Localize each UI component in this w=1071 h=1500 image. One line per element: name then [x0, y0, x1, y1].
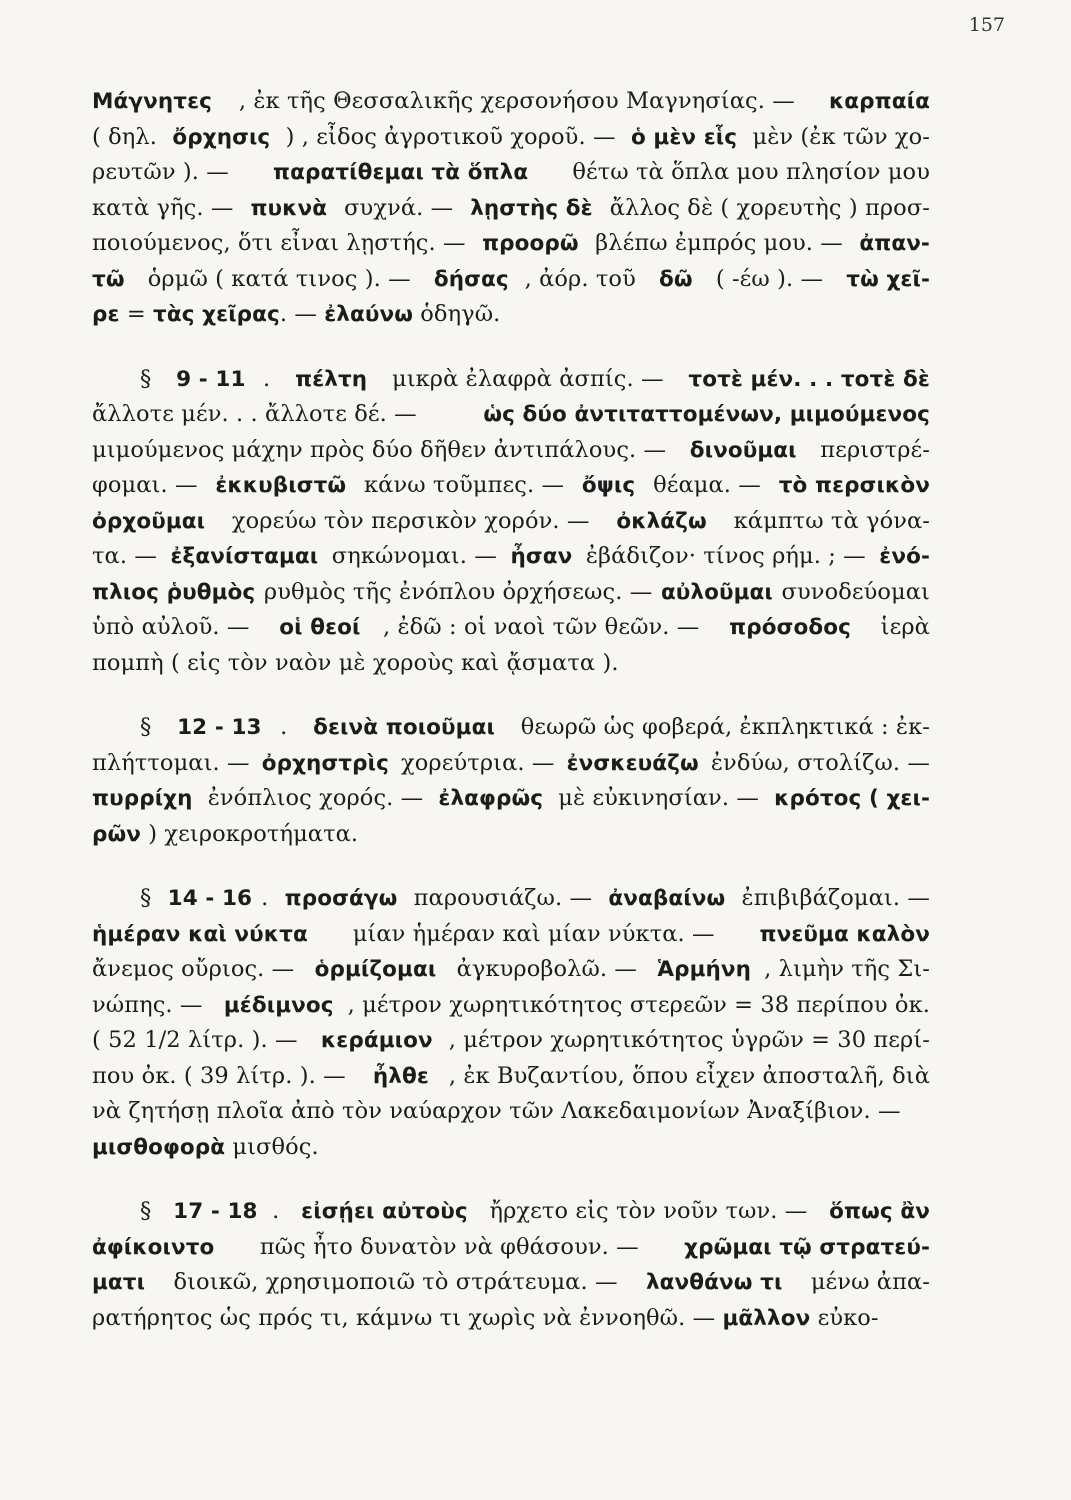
gloss-text: μισθός. [225, 1133, 319, 1160]
glossary-term: ὀκλάζω [616, 508, 707, 534]
glossary-term: ἐλαφρῶς [438, 786, 544, 811]
gloss-text: θεωρῶ ὡς φοβερά, ἐκπληκτικά : ἐκ- [513, 714, 930, 740]
glossary-paragraph [92, 84, 930, 333]
gloss-text: περιστρέ- [813, 436, 930, 463]
glossary-paragraph [92, 710, 930, 852]
gloss-text: ἄνεμος οὔριος. — [92, 956, 302, 982]
glossary-term: ὀρχοῦμαι [92, 508, 206, 534]
glossary-term: πρόσοδος [729, 615, 851, 640]
text-line [92, 1130, 930, 1166]
gloss-text: , ἐδῶ : οἱ ναοὶ τῶν θεῶν. — [382, 614, 707, 640]
gloss-text: ἐνόπλιος χορός. — [200, 785, 431, 811]
text-line [92, 1023, 930, 1059]
gloss-text: ἤρχετο εἰς τὸν νοῦν των. — [482, 1198, 815, 1224]
gloss-text: χορεύτρια. — [393, 749, 562, 776]
glossary-term: Ἁρμήνη [657, 957, 752, 982]
glossary-term: 17 - 18 [173, 1199, 258, 1224]
glossary-term: ἦσαν [510, 544, 573, 569]
text-line [92, 1230, 930, 1266]
glossary-term: ρῶν [92, 821, 142, 847]
gloss-text: πομπὴ ( εἰς τὸν ναὸν μὲ χοροὺς καὶ ᾄσματα ). [92, 649, 619, 676]
gloss-text: § [140, 1198, 159, 1224]
gloss-text: § [140, 714, 159, 740]
glossary-term: τὸ περσικὸν [778, 473, 930, 498]
gloss-text: κάνω τοῦμπες. — [356, 472, 572, 498]
glossary-term: ὀρχηστρὶς [261, 750, 389, 776]
glossary-term: τῶ [92, 266, 125, 292]
gloss-text: πῶς ἦτο δυνατὸν νὰ φθάσουν. — [252, 1233, 646, 1260]
glossary-term: λανθάνω τι [645, 1270, 783, 1295]
gloss-text: ρευτῶν ). — [92, 159, 237, 185]
gloss-text: = [119, 301, 154, 327]
glossary-term: ἐνσκευάζω [566, 750, 699, 776]
gloss-text: § [140, 365, 159, 392]
gloss-text: μὲν (ἐκ τῶν χο- [745, 123, 930, 150]
gloss-text: τα. — [92, 543, 165, 569]
gloss-text: πλήττομαι. — [92, 749, 257, 776]
text-line [92, 84, 930, 120]
gloss-text: συχνά. — [336, 194, 461, 221]
gloss-text: κάμπτω τὰ γόνα- [726, 507, 930, 534]
gloss-text: χορεύω τὸν περσικὸν χορόν. — [224, 507, 597, 534]
gloss-text: . [280, 714, 295, 740]
glossary-term: τοτὲ μέν. . . τοτὲ δὲ [688, 366, 930, 392]
glossary-term: πλιος ῥυθμὸς [92, 579, 256, 605]
gloss-text: . [272, 1198, 287, 1224]
gloss-text: ἱερὰ [873, 614, 930, 640]
text-line [92, 120, 930, 156]
glossary-term: τὰς χεῖρας [153, 302, 280, 327]
glossary-term: ὁρμίζομαι [314, 957, 437, 982]
gloss-text: ἐβάδιζον· τίνος ρήμ. ; — [578, 543, 873, 569]
text-line [92, 1265, 930, 1301]
glossary-paragraph [92, 1194, 930, 1336]
gloss-text: ὁρμῶ ( κατά τινος ). — [140, 265, 418, 292]
text-line [92, 610, 930, 646]
glossary-term: κεράμιον [320, 1028, 433, 1053]
paragraph-gap [92, 1165, 930, 1194]
glossary-term: πυκνὰ [250, 195, 328, 221]
gloss-text: ἐπιβιβάζομαι. — [734, 885, 930, 911]
glossary-term: λῃστὴς δὲ [470, 195, 593, 221]
text-line [92, 539, 930, 575]
text-line [92, 1059, 930, 1095]
text-line [92, 1094, 930, 1130]
text-line [92, 433, 930, 469]
glossary-term: ἐξανίσταμαι [170, 544, 319, 569]
gloss-text: μίαν ἡμέραν καὶ μίαν νύκτα. — [345, 920, 722, 947]
gloss-text: , μέτρον χωρητικότητος στερεῶν = 38 περίπου ὀκ. [347, 991, 930, 1018]
glossary-term: 9 - 11 [176, 366, 246, 392]
glossary-term: ἀναβαίνω [608, 886, 726, 911]
text-line [92, 262, 930, 298]
text-line [92, 575, 930, 611]
gloss-text: ρυθμὸς τῆς ἐνόπλου ὀρχήσεως. — [256, 578, 660, 605]
text-line [92, 504, 930, 540]
paragraph-gap [92, 852, 930, 881]
glossary-term: Μάγνητες [92, 89, 212, 114]
gloss-text: , ἀόρ. τοῦ [524, 265, 644, 292]
gloss-text: , λιμὴν τῆς Σι- [764, 956, 930, 982]
gloss-text: που ὀκ. ( 39 λίτρ. ). — [92, 1062, 353, 1089]
gloss-text: νὰ ζητήσῃ πλοῖα ἀπὸ τὸν ναύαρχον τῶν Λακεδαιμονίων Ἀναξίβιον. — [92, 1098, 901, 1124]
gloss-text: μικρὰ ἐλαφρὰ ἀσπίς. — [384, 365, 671, 392]
glossary-paragraph [92, 881, 930, 1165]
page-number: 157 [968, 14, 1005, 36]
text-line [92, 817, 930, 853]
glossary-term: εἰσῄει αὐτοὺς [301, 1199, 468, 1224]
gloss-text: εὐκο- [810, 1304, 879, 1331]
gloss-text: ρατήρητος ὡς πρός τι, κάμνω τι χωρὶς νὰ ἐννοηθῶ. — [92, 1304, 723, 1331]
gloss-text: ἐνδύω, στολίζω. — [703, 749, 930, 776]
glossary-term: δήσας [433, 266, 509, 292]
gloss-text: βλέπω ἐμπρός μου. — [587, 230, 851, 256]
glossary-term: ὡς δύο ἀντιταττομένων, μιμούμενος [483, 402, 930, 427]
gloss-text: , ἐκ Βυζαντίου, ὅπου εἶχεν ἀποσταλῆ, διὰ [448, 1062, 930, 1089]
glossary-term: δῶ [659, 266, 693, 292]
glossary-term: ἐλαύνω [324, 302, 414, 327]
glossary-term: παρατίθεμαι τὰ ὅπλα [272, 160, 529, 185]
gloss-text: , ἐκ τῆς Θεσσαλικῆς χερσονήσου Μαγνησίας. — [238, 88, 803, 114]
gloss-text: θέαμα. — [645, 472, 769, 498]
glossary-term: ἐκκυβιστῶ [215, 473, 347, 498]
gloss-text: μένω ἀπα- [803, 1269, 930, 1295]
gloss-text: . [261, 885, 276, 911]
glossary-paragraph [92, 362, 930, 682]
gloss-text: μιμούμενος μάχην πρὸς δύο δῆθεν ἀντιπάλους. — [92, 436, 674, 463]
gloss-text: κατὰ γῆς. — [92, 194, 241, 221]
gloss-text: ὑπὸ αὐλοῦ. — [92, 614, 257, 640]
glossary-term: μισθοφορὰ [92, 1134, 226, 1160]
glossary-term: ὄψις [581, 473, 636, 498]
glossary-term: μέδιμνος [223, 992, 334, 1018]
gloss-text: συνοδεύομαι [774, 578, 930, 605]
glossary-term: αὐλοῦμαι [660, 579, 773, 605]
gloss-text: μὲ εὐκινησίαν. — [551, 785, 767, 811]
text-line [92, 297, 930, 333]
gloss-text: ἄλλος δὲ ( χορευτὴς ) προσ- [602, 194, 930, 221]
glossary-term: κρότος ( χει- [774, 786, 930, 811]
glossary-term: οἱ θεοί [279, 615, 361, 640]
gloss-text: . — [279, 301, 325, 327]
text-line [92, 710, 930, 746]
glossary-term: 12 - 13 [177, 715, 262, 740]
glossary-term: δεινὰ ποιοῦμαι [313, 715, 495, 740]
glossary-term: προσάγω [284, 886, 398, 911]
gloss-text: ( 52 1/2 λίτρ. ). — [92, 1027, 305, 1053]
glossary-term: πυρρίχη [92, 786, 193, 811]
paragraph-gap [92, 333, 930, 362]
text-line [92, 1301, 930, 1337]
gloss-text: διοικῶ, χρησιμοποιῶ τὸ στράτευμα. — [166, 1269, 625, 1295]
gloss-text: φομαι. — [92, 472, 205, 498]
text-line [92, 881, 930, 917]
text-line [92, 988, 930, 1024]
gloss-text: ) χειροκροτήματα. [141, 820, 359, 847]
gloss-text: . [263, 365, 278, 392]
text-line [92, 226, 930, 262]
glossary-term: χρῶμαι τῷ στρατεύ- [684, 1234, 930, 1260]
text-line [92, 952, 930, 988]
gloss-text: ) , εἶδος ἀγροτικοῦ χοροῦ. — [278, 123, 623, 150]
text-line [92, 191, 930, 227]
glossary-term: καρπαία [828, 89, 930, 114]
glossary-term: ρε [92, 302, 120, 327]
text-line [92, 746, 930, 782]
gloss-text: ποιούμενος, ὅτι εἶναι λῃστής. — [92, 230, 473, 256]
glossary-term: μᾶλλον [722, 1305, 811, 1331]
gloss-text: ( -έω ). — [708, 265, 831, 292]
glossary-term: ἦλθε [372, 1063, 429, 1089]
gloss-text: παρουσιάζω. — [406, 885, 600, 911]
gloss-text: θέτω τὰ ὅπλα μου πλησίον μου [565, 159, 930, 185]
glossary-term: ἀφίκοιντο [92, 1234, 215, 1260]
glossary-term: ἡμέραν καὶ νύκτα [92, 921, 308, 947]
text-line [92, 917, 930, 953]
text-line [92, 468, 930, 504]
glossary-term: πνεῦμα καλὸν [759, 921, 930, 947]
glossary-term: ὄρχησις [172, 124, 271, 150]
text-line [92, 781, 930, 817]
gloss-text: ( δηλ. [92, 123, 165, 150]
glossary-term: 14 - 16 [167, 886, 253, 911]
gloss-text: νώπης. — [92, 991, 210, 1018]
gloss-text: ὁδηγῶ. [413, 301, 501, 327]
gloss-text: ἀγκυροβολῶ. — [449, 956, 645, 982]
gloss-text: , μέτρον χωρητικότητος ὑγρῶν = 30 περί- [448, 1027, 930, 1053]
glossary-term: προορῶ [482, 231, 579, 256]
gloss-text: ἄλλοτε μέν. . . ἄλλοτε δέ. — [92, 401, 424, 427]
gloss-text: § [140, 885, 159, 911]
text-line [92, 397, 930, 433]
glossary-term: τὼ χεῖ- [846, 266, 930, 292]
gloss-text: σηκώνομαι. — [324, 543, 505, 569]
glossary-term: ὁ μὲν εἷς [630, 124, 738, 150]
glossary-term: πέλτη [295, 366, 368, 392]
text-line [92, 155, 930, 191]
paragraph-gap [92, 681, 930, 710]
glossary-term: ματι [92, 1270, 146, 1295]
glossary-term: ἐνό- [879, 544, 930, 569]
text-line [92, 1194, 930, 1230]
text-line [92, 362, 930, 398]
glossary-term: δινοῦμαι [689, 437, 797, 463]
text-column [92, 84, 930, 1336]
glossary-term: ὅπως ἂν [829, 1199, 930, 1224]
glossary-term: ἀπαν- [859, 231, 930, 256]
text-line [92, 646, 930, 682]
